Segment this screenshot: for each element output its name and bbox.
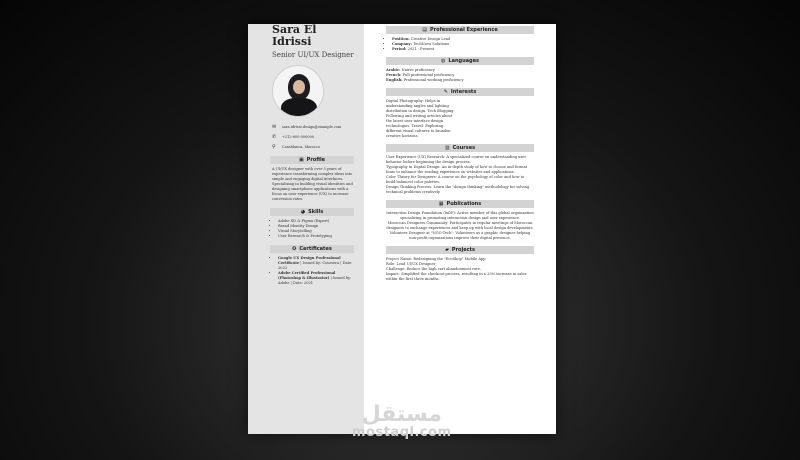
publication-item: Interaction Design Foundation (IxDF): Active member of this global organization specializing in promoting interaction design and user experience.	[386, 211, 534, 220]
courses-section	[386, 144, 534, 195]
interests-text: Digital Photography: Helps in understanding angles and lighting distribution in design. Tech Blogging: Following and writing articles about the latest user interface design technologies. Travel: Exploring different visual cultures to broaden creative horizons.	[386, 99, 455, 138]
projects-section	[386, 246, 534, 282]
palette-icon: ◕	[300, 209, 306, 215]
phone-icon: ✆	[272, 134, 277, 140]
publications-section	[386, 200, 534, 241]
languages-title: Languages	[448, 58, 479, 64]
certificates-list	[272, 256, 354, 286]
skills-heading	[270, 208, 354, 216]
watermark-latin: mostaql.com	[352, 425, 452, 440]
watermark-arabic: مستقل	[361, 402, 443, 427]
projects-heading	[386, 246, 534, 254]
profile-photo	[272, 65, 324, 117]
resume-main	[364, 24, 556, 434]
experience-section	[386, 26, 534, 52]
experience-heading	[386, 26, 534, 34]
contact-email	[272, 125, 354, 130]
skill-item: • Adobe XD & Figma (Expert)	[278, 219, 354, 224]
languages-list	[386, 68, 534, 83]
skill-item: • Visual Storytelling	[278, 229, 354, 234]
publications-title: Publications	[446, 201, 482, 207]
language-value: Full professional proficiency	[401, 73, 455, 77]
language-item	[386, 78, 534, 83]
certificate-meta: | Issued by: Adobe | Date: 2021	[278, 276, 352, 285]
certificate-name: Google UX Design Professional Certificate	[278, 256, 341, 265]
contact-email-text: sara.idrissi.design@example.com	[282, 125, 342, 129]
mail-icon: ✉	[272, 124, 277, 130]
course-item: Design Thinking Process: Learn the "design thinking" methodology for solving technical problems creatively.	[386, 185, 530, 194]
project-item: Impact: Simplified the checkout process, resulting in a 25% increase in sales within the first three months.	[386, 272, 527, 281]
course-item: Color Theory for Designers: A course on the psychology of color and how to build balanced color palettes.	[386, 175, 525, 184]
publications-heading	[386, 200, 534, 208]
contact-list	[272, 125, 354, 150]
courses-list	[386, 155, 534, 195]
experience-item	[392, 47, 534, 52]
skill-item: • Brand Identity Design	[278, 224, 354, 229]
publications-list	[386, 211, 534, 241]
certificate-name: Adobe Certified Professional (Photoshop & Illustrator)	[278, 271, 336, 280]
project-item: Role: Lead UI/UX Designer	[386, 262, 436, 266]
mostaql-watermark	[352, 404, 452, 440]
contact-phone	[272, 135, 354, 140]
certificate-item	[278, 271, 354, 286]
course-item: User Experience (UX) Research: A specialized course on understanding user behavior before beginning the design process.	[386, 155, 527, 164]
language-value: Native proficiency	[400, 68, 435, 72]
certificate-item	[278, 256, 354, 271]
project-item: Project Name: Redesigning the "EcoShop" Mobile App	[386, 257, 486, 261]
languages-heading	[386, 57, 534, 65]
experience-label: Position:	[392, 37, 410, 41]
interests-title: Interests	[450, 89, 477, 95]
certificates-heading	[270, 245, 354, 253]
contact-location	[272, 145, 354, 150]
experience-label: Company:	[392, 42, 412, 46]
certificates-title: Certificates	[299, 246, 332, 252]
language-label: French:	[386, 73, 402, 77]
projects-title: Projects	[451, 247, 475, 253]
course-item: Typography in Digital Design: An in-depth study of how to choose and format fonts to enhance the reading experience on websites and applications.	[386, 165, 528, 174]
project-item: Challenge: Reduce the high cart abandonment rate.	[386, 267, 481, 271]
language-label: Arabic:	[386, 68, 401, 72]
resume-role: Senior UI/UX Designer	[272, 51, 354, 59]
resume-page	[248, 24, 556, 434]
contact-location-text: Casablanca, Morocco	[282, 145, 321, 149]
language-label: English:	[386, 78, 403, 82]
profile-text: A UI/UX designer with over 5 years of experience transforming complex ideas into simple and engaging digital interfaces. Specializing in building visual identities and designing smartphone applications with a focus on user experience (UX) to increase conversion rates.	[272, 167, 353, 201]
briefcase-icon: ▤	[422, 27, 427, 33]
experience-value: Creative Design Lead	[409, 37, 451, 41]
skill-item: • User Research & Prototyping	[278, 234, 354, 239]
contact-phone-text: +212-600-000000	[282, 135, 315, 139]
resume-name: Sara El Idrissi	[272, 24, 317, 48]
experience-list	[386, 37, 534, 52]
books-icon: ▥	[444, 145, 450, 151]
id-card-icon: ▣	[298, 157, 304, 163]
resume-sidebar	[248, 24, 364, 434]
languages-section	[386, 57, 534, 83]
profile-heading	[270, 156, 354, 164]
skills-list	[272, 219, 354, 239]
profile-section	[272, 156, 354, 202]
skills-section	[272, 208, 354, 239]
experience-label: Period:	[392, 47, 407, 51]
certificate-meta: | Issued by: Coursera | Date: 2022	[278, 261, 353, 270]
brush-icon: ✎	[443, 89, 448, 95]
certificate-icon: ✪	[292, 246, 297, 252]
certificates-section	[272, 245, 354, 286]
language-value: Professional working proficiency	[402, 78, 464, 82]
globe-icon: ◍	[441, 58, 446, 64]
newspaper-icon: ▦	[438, 201, 444, 207]
location-icon: ⚲	[272, 144, 276, 150]
publication-item: Volunteer Designer at "NGO-Tech": Volunteers as a graphic designer helping non-profit organizations improve their digital presence.	[389, 231, 531, 240]
skills-title: Skills	[308, 209, 324, 215]
publication-item: Moroccan Designers Community: Participates in regular meetings of Moroccan designers to exchange experiences and keep up with local design developments.	[386, 221, 534, 230]
folder-icon: ▰	[445, 247, 449, 253]
experience-value: 2021 - Present	[406, 47, 435, 51]
experience-title: Professional Experience	[430, 27, 498, 33]
courses-heading	[386, 144, 534, 152]
projects-list	[386, 257, 534, 282]
profile-title: Profile	[306, 157, 326, 163]
experience-value: TechNova Solutions	[411, 42, 450, 46]
interests-heading	[386, 88, 534, 96]
interests-section	[386, 88, 534, 139]
courses-title: Courses	[452, 145, 476, 151]
